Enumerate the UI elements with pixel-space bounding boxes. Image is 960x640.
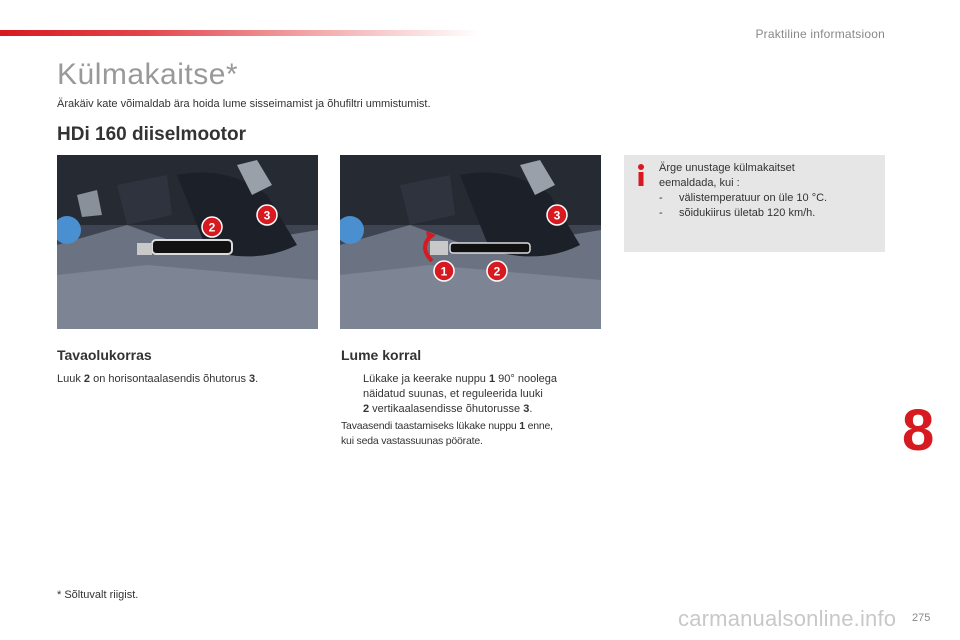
svg-text:3: 3 bbox=[263, 208, 271, 223]
page-number: 275 bbox=[912, 612, 931, 624]
callout-2 bbox=[487, 261, 507, 281]
snow-position-text bbox=[341, 372, 611, 449]
info-icon bbox=[634, 163, 648, 187]
header-accent-bar bbox=[0, 30, 480, 36]
info-text bbox=[659, 161, 879, 221]
info-item: - välistemperatuur on üle 10 °C. bbox=[659, 192, 828, 204]
engine-photo-normal bbox=[57, 155, 318, 329]
restore-note: Tavaasendi taastamiseks lükake nuppu 1 enne, kui seda vastassuunas pöörate. bbox=[341, 420, 553, 447]
callout-1 bbox=[434, 261, 454, 281]
svg-text:1: 1 bbox=[440, 264, 448, 279]
intro-text: Ärakäiv kate võimaldab ära hoida lume sisseimamist ja õhufiltri ummistumist. bbox=[57, 98, 431, 110]
info-item: - sõidukiirus ületab 120 km/h. bbox=[659, 207, 816, 219]
svg-text:3: 3 bbox=[553, 208, 561, 223]
footnote: * Sõltuvalt riigist. bbox=[57, 589, 139, 601]
callout-3 bbox=[547, 205, 567, 225]
info-box bbox=[624, 155, 885, 252]
watermark: carmanualsonline.info bbox=[678, 606, 897, 631]
callout-3 bbox=[257, 205, 277, 225]
svg-text:2: 2 bbox=[208, 220, 216, 235]
chapter-number: 8 bbox=[902, 398, 935, 463]
svg-text:2: 2 bbox=[493, 264, 501, 279]
callout-2 bbox=[202, 217, 222, 237]
instruction-step: Lükake ja keerake nuppu 1 90° noolega näidatud suunas, et reguleerida luuki 2 vertikaalasendisse õhutorusse 3. bbox=[341, 372, 611, 417]
page-title: Külmakaitse* bbox=[57, 58, 239, 91]
info-line-1: Ärge unustage külmakaitset bbox=[659, 162, 795, 174]
info-line-2: eemaldada, kui : bbox=[659, 177, 740, 189]
engine-photo-snow bbox=[340, 155, 601, 329]
snow-position-heading: Lume korral bbox=[341, 347, 422, 363]
bullet-icon bbox=[341, 372, 363, 417]
normal-position-heading: Tavaolukorras bbox=[57, 347, 152, 363]
engine-subtitle: HDi 160 diiselmootor bbox=[57, 124, 246, 145]
normal-position-text: Luuk 2 on horisontaalasendis õhutorus 3. bbox=[57, 373, 259, 385]
section-title: Praktiline informatsioon bbox=[755, 27, 885, 41]
